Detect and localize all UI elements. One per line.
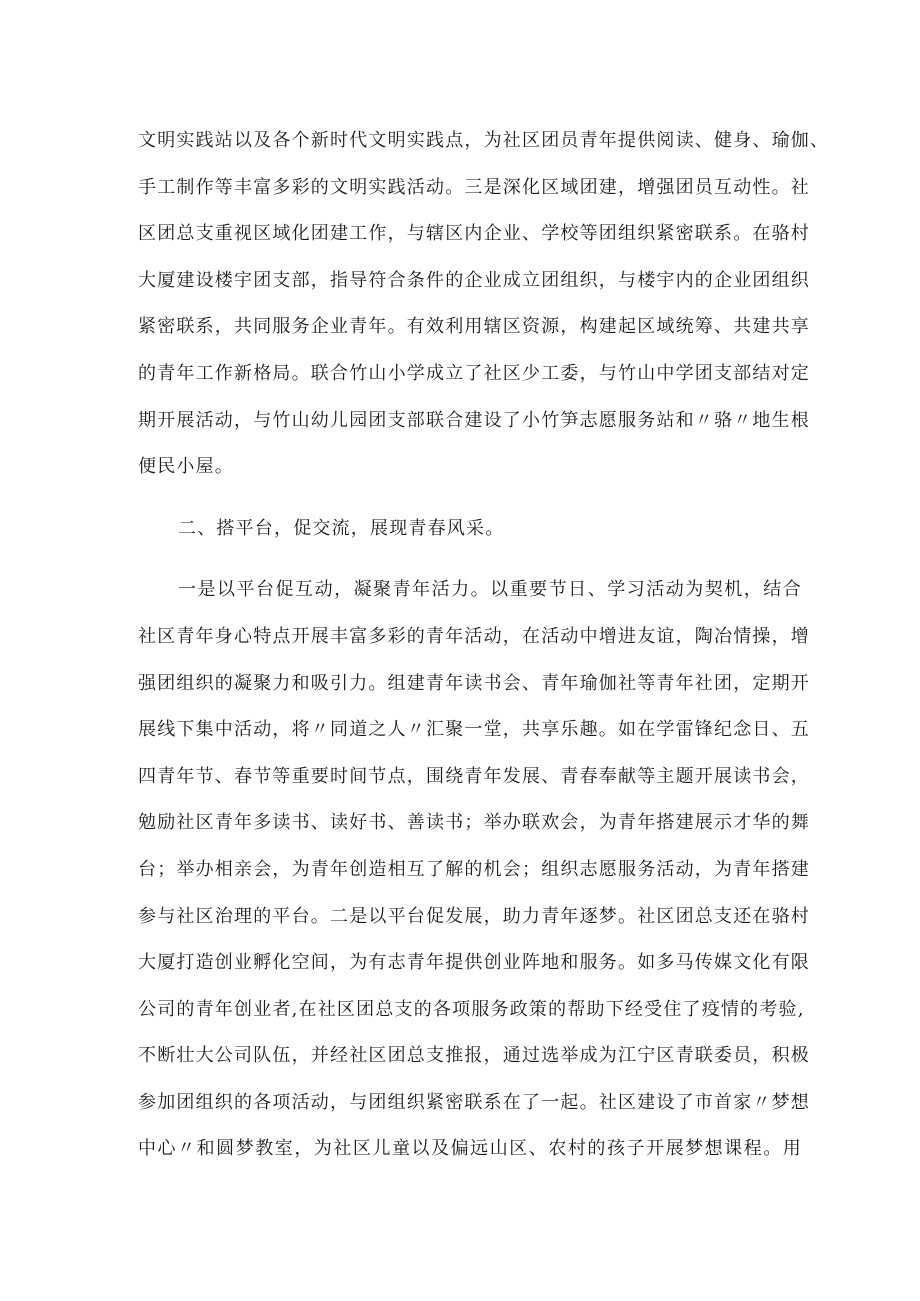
paragraph-gap bbox=[138, 491, 802, 506]
text-line: 大厦打造创业孵化空间，为有志青年提供创业阵地和服务。如多马传媒文化有限 bbox=[138, 952, 810, 974]
text-line: 四青年节、春节等重要时间节点，围绕青年发展、青春奉献等主题开展读书会， bbox=[138, 765, 810, 787]
text-line: 便民小屋。 bbox=[138, 456, 234, 478]
paragraph-gap bbox=[138, 552, 802, 567]
text-line: 文明实践站以及各个新时代文明实践点，为社区团员青年提供阅读、健身、瑜伽、 bbox=[138, 130, 830, 151]
text-line: 强团组织的凝聚力和吸引力。组建青年读书会、青年瑜伽社等青年社团，定期开 bbox=[138, 672, 810, 694]
text-line: 参与社区治理的平台。二是以平台促发展，助力青年逐梦。社区团总支还在骆村 bbox=[138, 905, 810, 927]
text-line: 不断壮大公司队伍，并经社区团总支推报，通过选举成为江宁区青联委员，积极 bbox=[138, 1045, 810, 1067]
text-line: 大厦建设楼宇团支部，指导符合条件的企业成立团组织，与楼宇内的企业团组织 bbox=[138, 269, 810, 291]
paragraph-1 bbox=[138, 118, 830, 491]
text-line: 社区青年身心特点开展丰富多彩的青年活动，在活动中增进友谊，陶冶情操，增 bbox=[138, 625, 810, 647]
text-line: 勉励社区青年多读书、读好书、善读书；举办联欢会，为青年搭建展示才华的舞 bbox=[138, 812, 810, 834]
text-line: 参加团组织的各项活动，与团组织紧密联系在了一起。社区建设了市首家〃梦想 bbox=[138, 1091, 810, 1113]
text-line: 区团总支重视区域化团建工作，与辖区内企业、学校等团组织紧密联系。在骆村 bbox=[138, 223, 810, 245]
section-heading: 二、搭平台，促交流，展现青春风采。 bbox=[178, 517, 505, 539]
text-line: 公司的青年创业者,在社区团总支的各项服务政策的帮助下经受住了疫情的考验, bbox=[138, 998, 805, 1020]
text-line: 展线下集中活动，将〃同道之人〃汇聚一堂，共享乐趣。如在学雷锋纪念日、五 bbox=[138, 719, 810, 741]
document-body bbox=[138, 118, 830, 1173]
text-line: 的青年工作新格局。联合竹山小学成立了社区少工委，与竹山中学团支部结对定 bbox=[138, 362, 810, 384]
paragraph-2 bbox=[138, 567, 810, 1173]
text-line: 中心〃和圆梦教室，为社区儿童以及偏远山区、农村的孩子开展梦想课程。用 bbox=[138, 1138, 802, 1160]
text-line: 紧密联系，共同服务企业青年。有效利用辖区资源，构建起区域统筹、共建共享 bbox=[138, 316, 810, 338]
text-line: 手工制作等丰富多彩的文明实践活动。三是深化区域团建，增强团员互动性。社 bbox=[138, 176, 810, 198]
text-line: 期开展活动，与竹山幼儿园团支部联合建设了小竹笋志愿服务站和〃骆〃地生根 bbox=[138, 409, 810, 431]
text-line: 台；举办相亲会，为青年创造相互了解的机会；组织志愿服务活动，为青年搭建 bbox=[138, 858, 810, 880]
text-line: 一是以平台促互动，凝聚青年活力。以重要节日、学习活动为契机，结合 bbox=[178, 579, 802, 601]
